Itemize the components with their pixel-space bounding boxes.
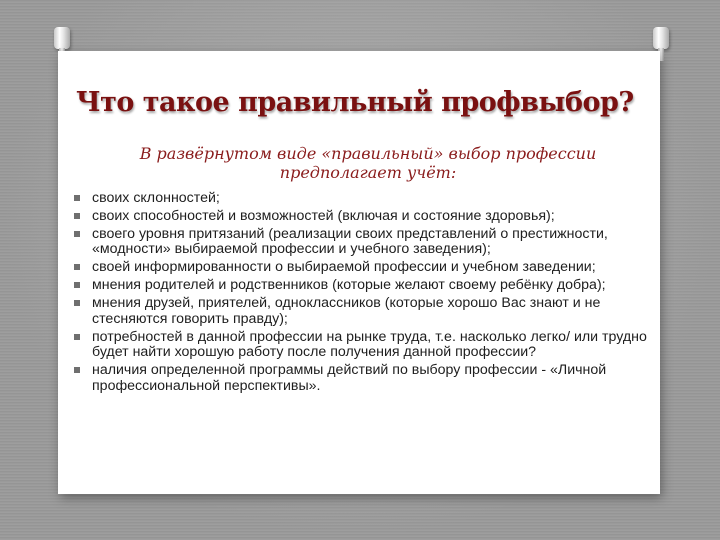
list-item-text: мнения друзей, приятелей, одноклассников (которые хорошо Вас знают и не стесняются говорить правду); <box>92 295 601 327</box>
criteria-list <box>74 191 656 397</box>
square-bullet-icon <box>74 367 80 373</box>
list-item-text: мнения родителей и родственников (которые желают своему ребёнку добра); <box>92 277 606 294</box>
list-item-text: наличия определенной программы действий по выбору профессии - «Личной профессиональной перспективы». <box>92 362 607 394</box>
list-item <box>74 330 656 361</box>
square-bullet-icon <box>74 264 80 270</box>
list-item-text: своей информированности о выбираемой профессии и учебном заведении; <box>92 259 596 276</box>
square-bullet-icon <box>74 300 80 306</box>
slide-subtitle: В развёрнутом виде «правильный» выбор профессии предполагает учёт: <box>139 144 597 182</box>
square-bullet-icon <box>74 334 80 340</box>
list-item <box>74 260 656 276</box>
square-bullet-icon <box>74 231 80 237</box>
list-item <box>74 278 656 294</box>
list-item <box>74 363 656 394</box>
list-item <box>74 296 656 327</box>
list-item <box>74 191 656 207</box>
list-item-text: потребностей в данной профессии на рынке труда, т.е. насколько легко/ или трудно будет найти хорошую работу после получения данной профессии? <box>92 328 647 361</box>
list-item-text: своих способностей и возможностей (включая и состояние здоровья); <box>92 207 555 224</box>
list-item-text: своего уровня притязаний (реализации своих представлений о престижности, «модности» выбираемой профессии и учебного заведения); <box>92 225 608 258</box>
square-bullet-icon <box>74 213 80 219</box>
slide-card <box>58 51 660 494</box>
square-bullet-icon <box>74 282 80 288</box>
list-item <box>74 209 656 225</box>
list-item <box>74 227 656 258</box>
list-item-text: своих склонностей; <box>92 190 220 206</box>
slide-title: Что такое правильный профвыбор? <box>76 87 634 118</box>
square-bullet-icon <box>74 195 80 201</box>
